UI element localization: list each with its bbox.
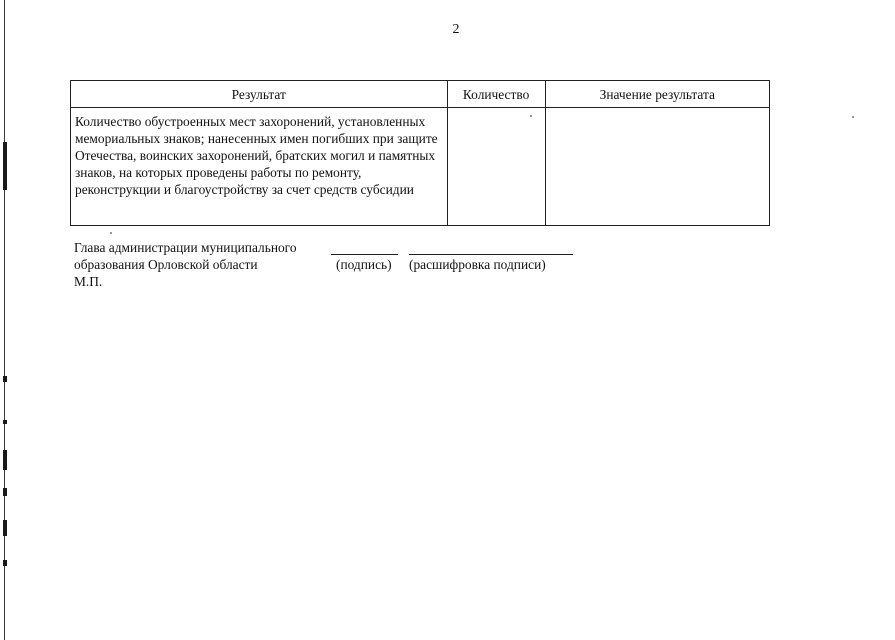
- signature-decoding-caption: (расшифровка подписи): [409, 257, 546, 272]
- scan-edge-mark: [3, 420, 7, 424]
- header-result-value: Значение результата: [545, 81, 769, 108]
- header-result: Результат: [71, 81, 448, 108]
- scan-edge-line: [4, 0, 5, 640]
- signature-line: [331, 254, 398, 255]
- signatory-title-line2: образования Орловской области: [74, 257, 258, 272]
- cell-result: Количество обустроенных мест захоронений, установленных мемориальных знаков; нанесенных имен погибших при защите Отечества, воинских захоронений, братских могил и памятных знаков, на которых проведены работы по ремонту, реконструкции и благоустройству за счет средств субсидии: [71, 108, 448, 226]
- scan-speck: [110, 232, 112, 234]
- scan-edge-mark: [3, 520, 7, 536]
- scan-speck: [852, 116, 854, 118]
- cell-quantity: [447, 108, 545, 226]
- signature-decoding-line: [409, 254, 573, 255]
- stamp-label: М.П.: [74, 274, 103, 289]
- header-quantity: Количество: [447, 81, 545, 108]
- scan-edge-mark: [3, 488, 7, 496]
- scan-edge-mark: [3, 450, 7, 470]
- scan-edge-mark: [3, 142, 7, 190]
- results-table: [70, 80, 770, 226]
- scan-edge-mark: [3, 560, 7, 566]
- page-number: 2: [452, 22, 460, 37]
- signature-caption: (подпись): [336, 257, 392, 272]
- table-row: [71, 108, 770, 226]
- scan-edge-artifact: [0, 0, 12, 640]
- signature-block: [74, 240, 594, 292]
- scan-speck: [530, 115, 532, 117]
- cell-result-value: [545, 108, 769, 226]
- scan-edge-mark: [3, 376, 7, 382]
- signatory-title-line1: Глава администрации муниципального: [74, 240, 297, 255]
- table-header-row: [71, 81, 770, 108]
